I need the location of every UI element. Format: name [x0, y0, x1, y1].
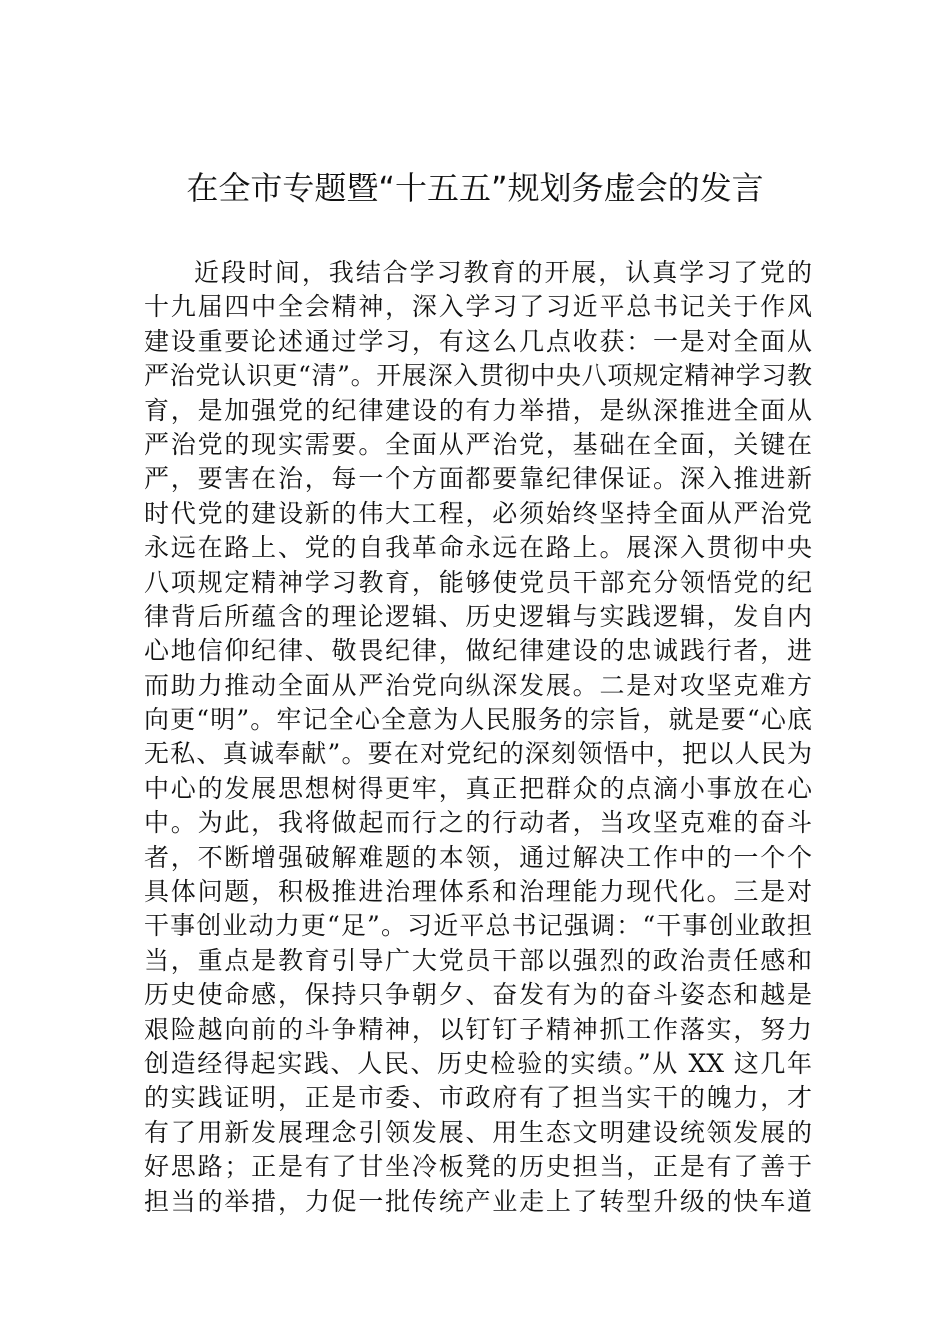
body-line: 历史使命感，保持只争朝夕、奋发有为的奋斗姿态和越是	[144, 980, 812, 1010]
body-line: 建设重要论述通过学习，有这么几点收获：一是对全面从	[144, 326, 812, 356]
body-line: 中心的发展思想树得更牢，真正把群众的点滴小事放在心	[144, 773, 812, 803]
body-line: 创造经得起实践、人民、历史检验的实绩。”从 XX 这几年	[144, 1048, 812, 1078]
body-line: 无私、真诚奉献”。要在对党纪的深刻领悟中，把以人民为	[144, 739, 812, 769]
body-line: 干事创业动力更“足”。习近平总书记强调：“干事创业敢担	[144, 911, 812, 941]
body-line: 者，不断增强破解难题的本领，通过解决工作中的一个个	[144, 842, 812, 872]
body-line: 育，是加强党的纪律建设的有力举措，是纵深推进全面从	[144, 395, 812, 425]
body-line: 具体问题，积极推进治理体系和治理能力现代化。三是对	[144, 877, 812, 907]
body-line: 有了用新发展理念引领发展、用生态文明建设统领发展的	[144, 1117, 812, 1147]
body-line: 八项规定精神学习教育，能够使党员干部充分领悟党的纪	[144, 567, 812, 597]
body-line: 永远在路上、党的自我革命永远在路上。展深入贯彻中央	[144, 533, 812, 563]
body-line: 当，重点是教育引导广大党员干部以强烈的政治责任感和	[144, 945, 812, 975]
body-line: 严，要害在治，每一个方面都要靠纪律保证。深入推进新	[144, 464, 812, 494]
document-title: 在全市专题暨“十五五”规划务虚会的发言	[186, 169, 764, 207]
body-line: 心地信仰纪律、敬畏纪律，做纪律建设的忠诚践行者，进	[144, 636, 812, 666]
body-line: 严治党认识更“清”。开展深入贯彻中央八项规定精神学习教	[144, 361, 812, 391]
body-line: 律背后所蕴含的理论逻辑、历史逻辑与实践逻辑，发自内	[144, 601, 812, 631]
body-line: 严治党的现实需要。全面从严治党，基础在全面，关键在	[144, 429, 812, 459]
body-line: 而助力推动全面从严治党向纵深发展。二是对攻坚克难方	[144, 670, 812, 700]
document-body	[144, 256, 812, 1219]
body-line: 近段时间，我结合学习教育的开展，认真学习了党的	[194, 258, 812, 287]
body-line: 艰险越向前的斗争精神，以钉钉子精神抓工作落实，努力	[144, 1014, 812, 1044]
body-line: 好思路；正是有了甘坐冷板凳的历史担当，正是有了善于	[144, 1152, 812, 1182]
body-line: 的实践证明，正是市委、市政府有了担当实干的魄力，才	[144, 1083, 812, 1113]
body-line: 时代党的建设新的伟大工程，必须始终坚持全面从严治党	[144, 498, 812, 528]
body-line: 担当的举措，力促一批传统产业走上了转型升级的快车道	[144, 1186, 812, 1216]
body-line: 中。为此，我将做起而行之的行动者，当攻坚克难的奋斗	[144, 808, 812, 838]
body-line: 十九届四中全会精神，深入学习了习近平总书记关于作风	[144, 292, 812, 322]
body-line: 向更“明”。牢记全心全意为人民服务的宗旨，就是要“心底	[144, 705, 812, 735]
